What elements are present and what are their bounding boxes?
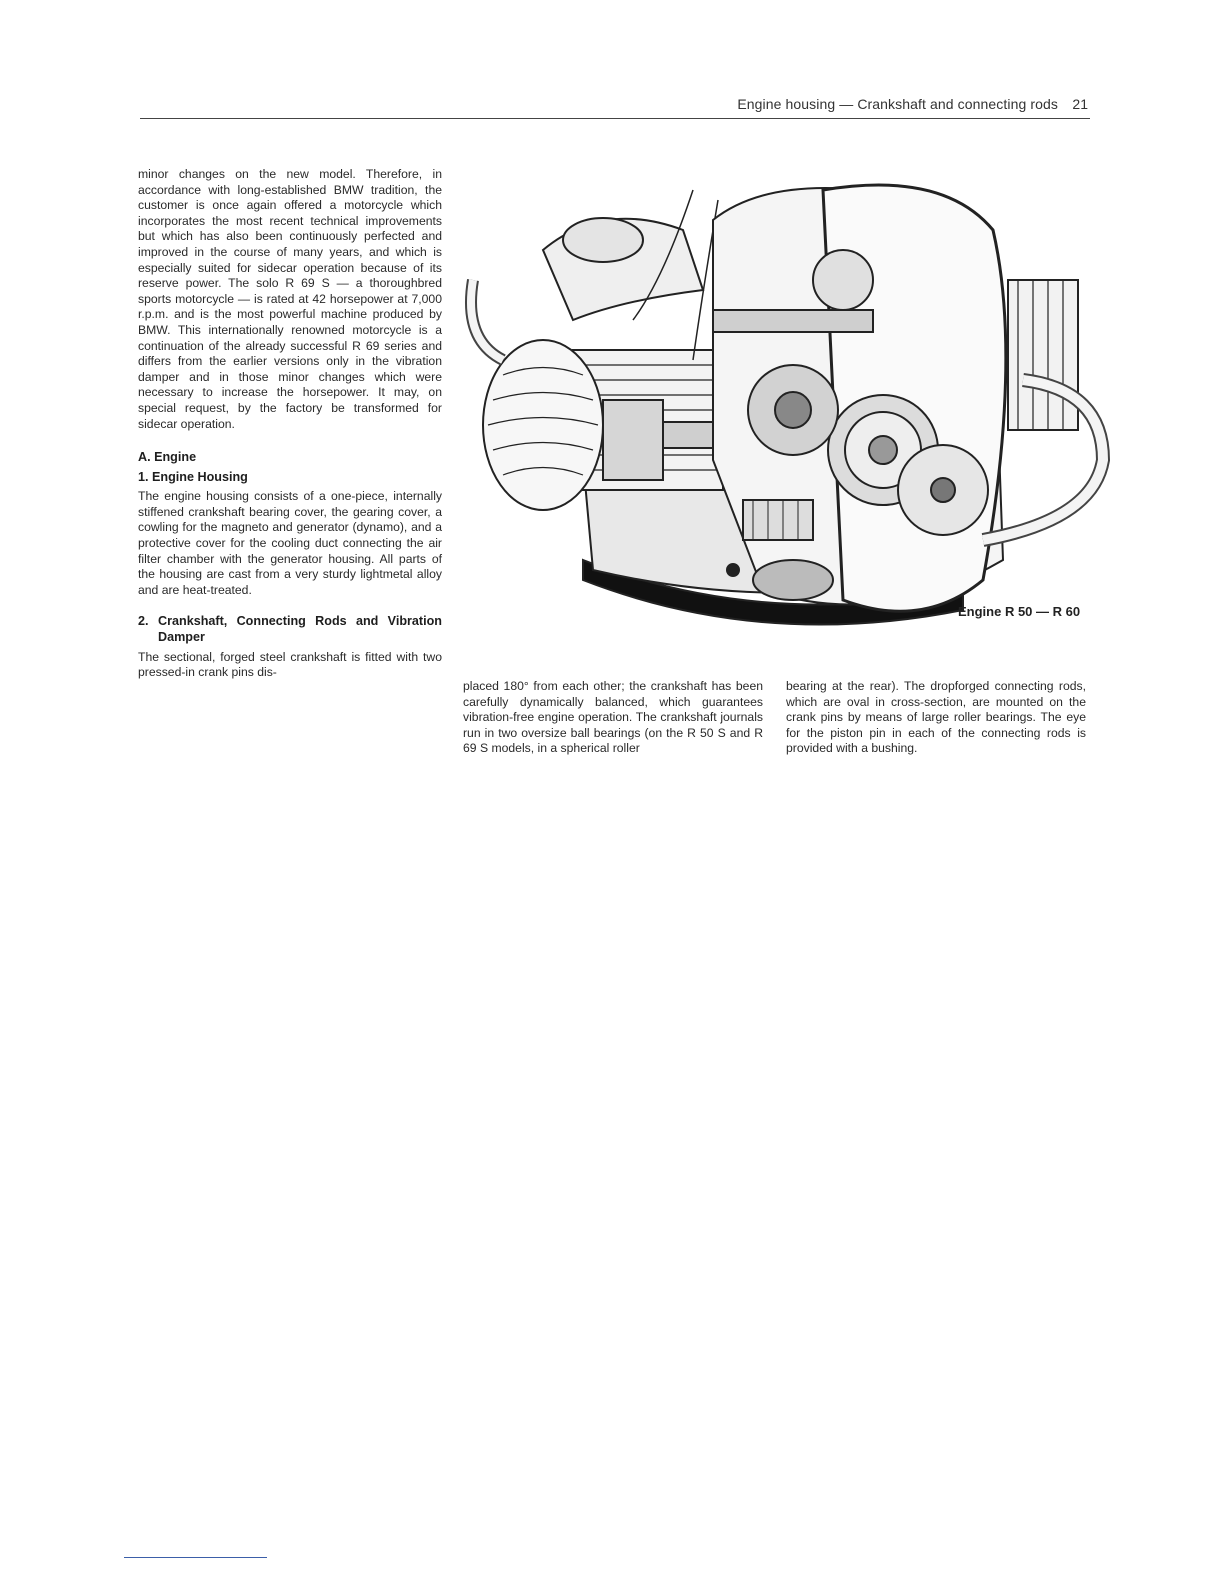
crankshaft-paragraph: The sectional, forged steel crankshaft is fitted with two pressed-in crank pins dis-	[138, 649, 442, 680]
subheading-crankshaft-text: Crankshaft, Connecting Rods and Vibration Damper	[158, 614, 442, 645]
subheading-number: 2.	[138, 614, 149, 629]
section-heading-engine: A. Engine	[138, 450, 197, 465]
connecting-rods-paragraph: bearing at the rear). The dropforged connecting rods, which are oval in cross-section, are mounted on the crank pins by means of large roller bearings. The eye for the piston pin in each of the connecting rods is provided with a bushing.	[786, 679, 1086, 756]
engine-figure	[463, 160, 1123, 660]
text-column-3	[786, 679, 1086, 757]
intro-paragraph: minor changes on the new model. Therefore, in accordance with long-established BMW tradition, the customer is once again offered a motorcycle which incorporates the most recent technical improvements but which has also been continuously perfected and improved in the course of many years, and which is especially suited for sidecar operation because of its reserve power. The solo R 69 S — a thoroughbred sports motorcycle — is rated at 42 horsepower at 7,000 r.p.m. and is the most powerful machine produced by BMW. This internationally renowned motorcycle is a continuation of the already successful R 69 series and differs from the earlier versions only in the vibration damper and in those minor changes which were necessary to increase the horsepower. It may, on special request, by the factory be transformed for sidecar operation.	[138, 167, 442, 431]
text-column-1	[138, 167, 442, 681]
engine-cutaway-illustration-icon	[463, 160, 1123, 660]
subheading-engine-housing: 1. Engine Housing	[138, 469, 248, 484]
running-header	[140, 94, 1090, 119]
figure-caption: Engine R 50 — R 60	[958, 604, 1081, 619]
text-column-2	[463, 679, 763, 757]
header-title: Engine housing — Crankshaft and connecting rods	[737, 96, 1058, 112]
subheading-crankshaft	[138, 614, 442, 645]
page-number: 21	[1072, 96, 1088, 112]
engine-housing-paragraph: The engine housing consists of a one-piece, internally stiffened crankshaft bearing cover, the gearing cover, a cowling for the magneto and generator (dynamo), and a protective cover for the cooling duct connecting the air filter chamber with the generator housing. All parts of the housing are cast from a very sturdy lightmetal alloy and are heat-treated.	[138, 489, 442, 597]
footer-rule	[124, 1557, 267, 1558]
crankshaft-continued-paragraph: placed 180° from each other; the crankshaft has been carefully dynamically balanced, which guarantees vibration-free engine operation. The crankshaft journals run in two oversize ball bearings (on the R 50 S and R 69 S models, in a spherical roller	[463, 679, 763, 756]
